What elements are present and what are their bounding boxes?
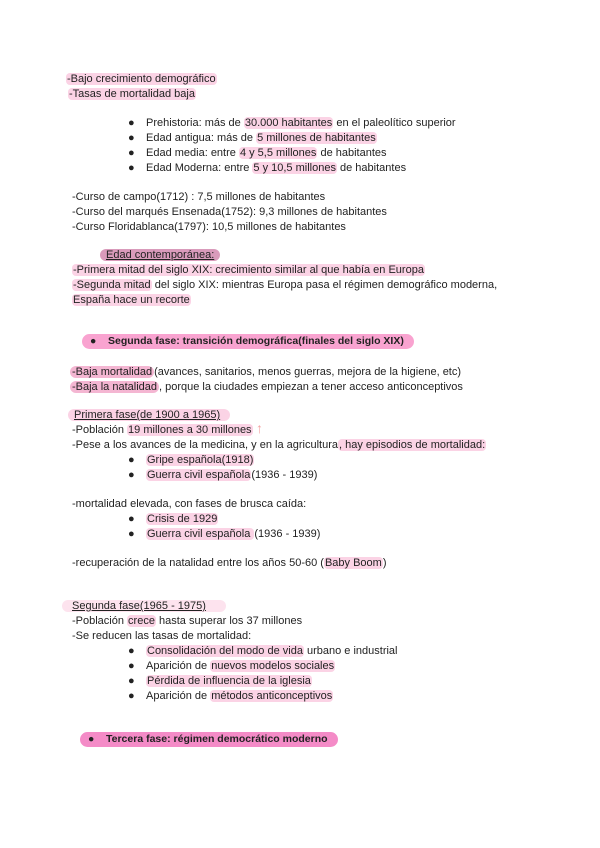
census-line-3: -Curso Floridablanca(1797): 10,5 millones de habitantes [72, 221, 346, 233]
census-line-1: -Curso de campo(1712) : 7,5 millones de habitantes [72, 191, 326, 203]
list-item: ● Pérdida de influencia de la iglesia [128, 675, 311, 687]
intro-line-1: -Bajo crecimiento demográfico [67, 73, 216, 85]
intro-line-2: -Tasas de mortalidad baja [69, 88, 195, 100]
census-line-2: -Curso del marqués Ensenada(1752): 9,3 millones de habitantes [72, 206, 387, 218]
bullet-icon: ● [128, 117, 135, 129]
baja-natalidad-line: -Baja la natalidad , porque la ciudades empiezan a tener acceso anticonceptivos [72, 381, 463, 393]
bullet-icon: ● [128, 147, 135, 159]
primera-fase-heading: Primera fase(de 1900 a 1965) [68, 408, 230, 422]
bullet-icon: ● [128, 513, 135, 525]
segunda-fase-pill: ● Segunda fase: transición demográfica(finales del siglo XIX) [82, 334, 414, 349]
list-item: ● Prehistoria: más de 30.000 habitantes en el paleolítico superior [128, 117, 456, 129]
bullet-icon: ● [90, 335, 97, 347]
bullet-icon: ● [128, 469, 135, 481]
list-item: ● Guerra civil española (1936 - 1939) [128, 528, 321, 540]
bullet-icon: ● [128, 162, 135, 174]
segunda-fase-heading: Segunda fase(1965 - 1975) [62, 599, 226, 613]
primera-fase-line-4: -recuperación de la natalidad entre los años 50-60 (Baby Boom) [72, 557, 387, 569]
primera-fase-line-3: -mortalidad elevada, con fases de brusca caída: [72, 498, 307, 510]
bullet-icon: ● [128, 675, 135, 687]
list-item: ● Edad Moderna: entre 5 y 10,5 millones de habitantes [128, 162, 407, 174]
list-item: ● Crisis de 1929 [128, 513, 218, 525]
baja-mortalidad-line: -Baja mortalidad (avances, sanitarios, menos guerras, mejora de la higiene, etc) [72, 366, 462, 378]
bullet-icon: ● [128, 528, 135, 540]
primera-fase-line-2: -Pese a los avances de la medicina, y en la agricultura, hay episodios de mortalidad: [72, 439, 486, 451]
arrow-up-icon: ↑ [256, 420, 263, 436]
list-item: ● Gripe española(1918) [128, 454, 254, 466]
list-item: ● Edad antigua: más de 5 millones de habitantes [128, 132, 376, 144]
list-item: ● Edad media: entre 4 y 5,5 millones de habitantes [128, 147, 387, 159]
edad-contemporanea-heading: Edad contemporánea: [100, 248, 220, 262]
segunda-fase-line-1: -Población crece hasta superar los 37 millones [72, 615, 303, 627]
bullet-icon: ● [128, 660, 135, 672]
tercera-fase-pill: ● Tercera fase: régimen democrático moderno [80, 732, 338, 747]
edad-contemporanea-line-1: -Primera mitad del siglo XIX: crecimiento similar al que había en Europa [73, 264, 424, 276]
list-item: ● Guerra civil española(1936 - 1939) [128, 469, 318, 481]
bullet-icon: ● [128, 690, 135, 702]
list-item: ● Consolidación del modo de vida urbano e industrial [128, 645, 398, 657]
segunda-fase-line-2: -Se reducen las tasas de mortalidad: [72, 630, 252, 642]
bullet-icon: ● [88, 733, 95, 745]
edad-contemporanea-line-2: -Segunda mitad del siglo XIX: mientras Europa pasa el régimen demográfico moderna, [73, 279, 498, 291]
edad-contemporanea-line-3: España hace un recorte [73, 294, 190, 306]
list-item: ● Aparición de nuevos modelos sociales [128, 660, 335, 672]
bullet-icon: ● [128, 132, 135, 144]
primera-fase-line-1: -Población 19 millones a 30 millones [72, 424, 252, 436]
bullet-icon: ● [128, 454, 135, 466]
list-item: ● Aparición de métodos anticonceptivos [128, 690, 333, 702]
bullet-icon: ● [128, 645, 135, 657]
